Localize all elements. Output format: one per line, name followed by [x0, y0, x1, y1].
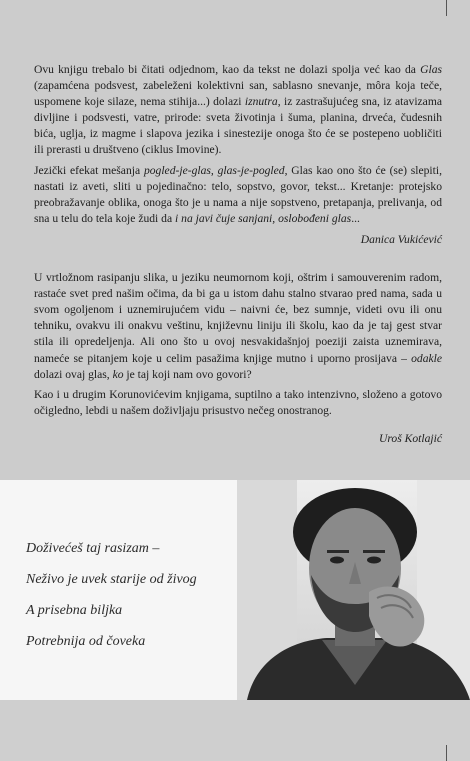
- text-run: ...: [351, 211, 360, 225]
- author-portrait-image: [237, 480, 470, 700]
- crop-mark-top: [446, 0, 447, 16]
- italic-text-run: i na javi čuje sanjani, oslobođeni glas: [175, 211, 352, 225]
- text-run: je taj koji nam ovo govori?: [123, 367, 252, 381]
- text-run: , Glas kao ono što će (se) slepiti, nastati iz aveti, sliti u pojedinačno: telo, sopstvo, govor, tekst... Kretanje: protejsko preobražavanje oblika, onoga što je u nama a nije sopstveno, pretapanja, prelivanja, od sna u telu do tela koje žudi da: [34, 163, 442, 225]
- poem-line: Potrebnija od čoveka: [26, 634, 146, 649]
- signature-uros: Uroš Kotlajić: [378, 431, 442, 445]
- blurb-text: [34, 62, 442, 447]
- poem-line: A prisebna biljka: [26, 603, 123, 618]
- signature-danica: Danica Vukićević: [360, 232, 442, 246]
- text-run: , iz zastrašujućeg sna, iz atavizama divljine i podsvesti, vatre, prirode: sveta životinja i šuma, planina, drveća, čudesnih bića, uglja, iz magme i slapova jezika i sinestezije onoga što će se postepeno uobličiti ili prerasti u društveno (ciklus Imovine).: [34, 95, 442, 157]
- crop-mark-bottom: [446, 745, 447, 761]
- blurb-paragraph-4: [34, 387, 442, 419]
- text-run: U vrtložnom rasipanju slika, u jeziku neumornom koji, oštrim i samouverenim radom, rastaće svet pred našim očima, da bi ga u istom dahu stalno stvarao pred nama, sada u svom ogoljenom i uznemirujućem vidu – naivni će, bez sumnje, videti ovu ili onu tehniku, ovakvu ili onakvu veštinu, književnu liniju ili školu, kao da je taj gest stvar stila ili opredeljenja. Ali ono što u ovoj nesvakidašnjoj poeziji zaista uznemirava, nameće se pitanjem koje u celim pasažima knjige mutno i uporno prosijava –: [34, 271, 442, 365]
- italic-text-run: odakle: [411, 351, 442, 365]
- blurb-paragraph-3: [34, 270, 442, 383]
- blurb-paragraph-2: [34, 163, 442, 227]
- footer-band: [0, 700, 470, 761]
- text-run: (zapamćena podsvest, zabeleženi kolektivni san, sablasno snevanje, môra koja teče, uspomene koje silaze, nema stihija...) dolazi: [34, 79, 442, 109]
- italic-text-run: iznutra: [244, 95, 278, 109]
- poem-line: Doživećeš taj rasizam –: [26, 541, 160, 556]
- italic-text-run: pogled-je-glas, glas-je-pogled: [143, 163, 285, 177]
- italic-text-run: ko: [112, 367, 124, 381]
- text-run: dolazi ovaj glas,: [34, 367, 113, 381]
- poem-line: Neživo je uvek starije od živog: [26, 572, 197, 587]
- text-run: Ovu knjigu trebalo bi čitati odjednom, kao da tekst ne dolazi spolja već kao da: [34, 63, 421, 76]
- text-run: Kao i u drugim Korunovićevim knjigama, suptilno a tako intenzivno, složeno a gotovo očigledno, lebdi u našem doživljaju prisustvo nečeg onostranog.: [34, 387, 442, 417]
- poem-excerpt: [26, 540, 236, 664]
- italic-text-run: Glas: [420, 63, 442, 76]
- blurb-paragraph-1: [34, 62, 442, 159]
- text-run: Jezički efekat mešanja: [34, 163, 144, 177]
- author-photo: [237, 480, 470, 700]
